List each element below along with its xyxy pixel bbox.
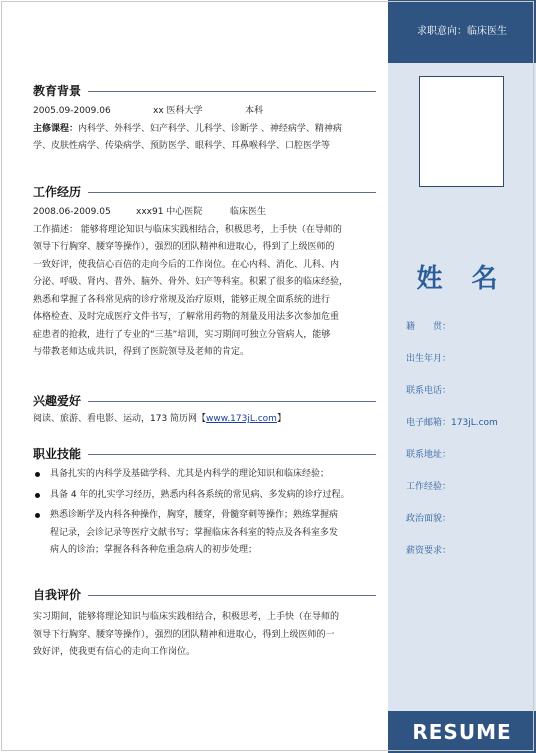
education-degree: 本科 xyxy=(245,106,264,116)
work-title: 工作经历 xyxy=(33,185,82,199)
field-label: 联系地址： xyxy=(406,450,452,460)
work-desc-line: 分泌、呼吸、肾内、普外、脑外、骨外、妇产等科室。积累了很多的临床经验， xyxy=(33,277,349,287)
skill-text: 病人的诊治；掌握各科各种危重急病人的初步处理； xyxy=(50,545,258,555)
courses-label: 主修课程： xyxy=(33,123,79,134)
education-school: xx 医科大学 xyxy=(153,106,203,116)
self-eval-title: 自我评价 xyxy=(33,588,82,602)
self-eval-line: 领导下行胸穿、腰穿等操作），强烈的团队精神和进取心，得到上级医师的一 xyxy=(33,629,335,640)
skill-text: 程记录，会诊记录等医疗文献书写；掌握临床各科室的特点及各科室多发 xyxy=(50,527,339,538)
work-period: 2008.06-2009.05 xyxy=(33,207,111,217)
field-label: 政治面貌： xyxy=(406,514,452,524)
skills-title: 职业技能 xyxy=(33,447,82,461)
skill-text: 具备扎实的内科学及基础学科、尤其是内科学的理论知识和临床经验； xyxy=(50,469,330,479)
work-company: xxx91 中心医院 xyxy=(136,207,203,217)
courses-text-cont: 学、皮肤性病学、传染病学、预防医学、眼科学、耳鼻喉科学、口腔医学等 xyxy=(33,141,331,151)
resume-banner: RESUME xyxy=(388,711,536,753)
website-link[interactable]: www.173jL.com xyxy=(206,414,277,424)
field-label: 电子邮箱： xyxy=(406,418,452,428)
field-label: 出生年月： xyxy=(406,354,452,364)
hobbies-text: 阅读、旅游、看电影、运动，173 简历网【 xyxy=(33,414,207,424)
skill-text: 具备 4 年的扎实学习经历，熟悉内科各系统的常见病、多发病的诊疗过程。 xyxy=(50,489,350,500)
work-desc-line: 体格检查、及时完成医疗文件书写，了解常用药物的剂量及用法多次参加危重 xyxy=(33,312,340,322)
work-desc-line: 领导下行胸穿、腰穿等操作），强烈的团队精神和进取心，得到了上级医师的 xyxy=(33,242,335,252)
skill-text: 熟悉诊断学及内科各种操作，胸穿，腰穿，骨髓穿刺等操作；熟练掌握病 xyxy=(50,510,339,520)
work-desc-line: 熟悉和掌握了各科常见病的诊疗常规及治疗原则，能够正规全面系统的进行 xyxy=(33,294,331,305)
self-eval-line: 致好评，使我更有信心的走向工作岗位。 xyxy=(33,647,196,657)
self-eval-line: 实习期间，能够将理论知识与临床实践相结合，积极思考，上手快（在导师的 xyxy=(33,612,340,622)
candidate-name: 姓 名 xyxy=(416,264,508,294)
courses-text: 内科学、外科学、妇产科学、儿科学、诊断学 、神经病学、精神病 xyxy=(78,123,342,134)
work-desc-line: 症患者的抢救，进行了专业的“三基”培训，实习期间可独立分管病人，能够 xyxy=(33,329,331,340)
field-label: 薪资要求： xyxy=(406,546,452,556)
field-label: 籍 贯： xyxy=(406,322,452,332)
work-desc-line: 工作描述： 能够将理论知识与临床实践相结合，积极思考，上手快（在导师的 xyxy=(33,224,342,235)
field-label: 联系电话： xyxy=(406,386,452,396)
field-label: 工作经验： xyxy=(406,482,452,492)
hobbies-title: 兴趣爱好 xyxy=(33,394,82,408)
email-value: 173jL.com xyxy=(451,418,498,428)
page-border xyxy=(1,1,534,751)
education-period: 2005.09-2009.06 xyxy=(33,106,111,116)
hobbies-text-end: 】 xyxy=(276,414,286,424)
work-desc-line: 一致好评，使我信心百倍的走向今后的工作岗位。在心内科、消化、儿科、内 xyxy=(33,259,340,270)
work-position: 临床医生 xyxy=(230,207,267,217)
education-title: 教育背景 xyxy=(33,84,82,98)
work-desc-line: 与带教老师达成共识，得到了医院领导及老师的肯定。 xyxy=(33,347,250,357)
job-intent-banner: 求职意向：临床医生 xyxy=(388,0,536,63)
